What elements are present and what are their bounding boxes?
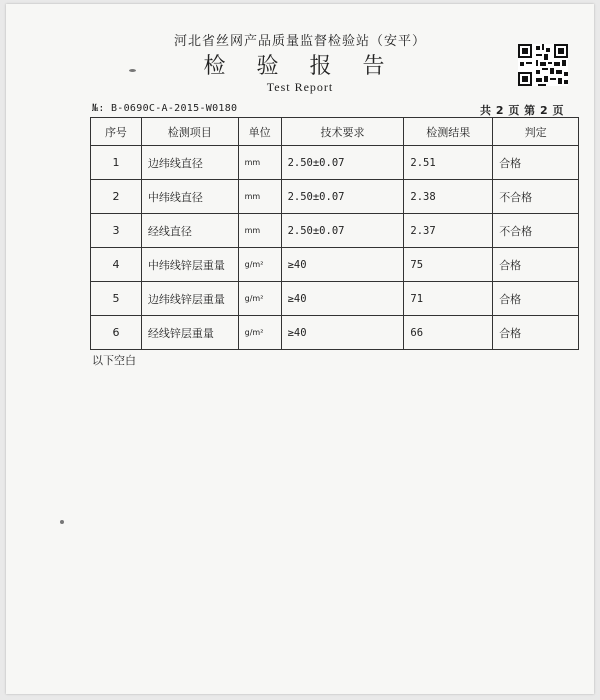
- cell-unit: mm: [238, 180, 281, 214]
- results-table: [90, 117, 579, 350]
- table-row: [91, 248, 579, 282]
- cell-no: 5: [91, 282, 142, 316]
- report-number: №: B-0690C-A-2015-W0180: [92, 103, 238, 114]
- cell-item: 经线锌层重量: [141, 316, 238, 350]
- blank-below-note: 以下空白: [92, 354, 136, 367]
- cell-no: 6: [91, 316, 142, 350]
- cell-requirement: ≥40: [281, 248, 404, 282]
- scan-speck: [60, 520, 64, 524]
- header-verdict: 判定: [493, 118, 579, 146]
- cell-requirement: ≥40: [281, 282, 404, 316]
- report-subtitle: Test Report: [266, 80, 334, 94]
- cell-item: 中纬线直径: [141, 180, 238, 214]
- cell-result: 75: [404, 248, 493, 282]
- organization-name: 河北省丝网产品质量监督检验站（安平）: [173, 34, 426, 49]
- cell-result: 2.37: [404, 214, 493, 248]
- cell-result: 66: [404, 316, 493, 350]
- cell-verdict: 不合格: [493, 214, 579, 248]
- table-row: [91, 282, 579, 316]
- header-result: 检测结果: [404, 118, 493, 146]
- page-count: 共 2 页 第 2 页: [480, 104, 564, 117]
- header-requirement: 技术要求: [281, 118, 404, 146]
- cell-unit: g/m²: [238, 282, 281, 316]
- cell-no: 4: [91, 248, 142, 282]
- report-title: 检 验 报 告: [203, 54, 397, 79]
- header-item: 检测项目: [141, 118, 238, 146]
- cell-no: 1: [91, 146, 142, 180]
- header-unit: 单位: [238, 118, 281, 146]
- scan-speck: [129, 69, 136, 72]
- cell-verdict: 合格: [493, 146, 579, 180]
- table-row: [91, 146, 579, 180]
- cell-verdict: 合格: [493, 316, 579, 350]
- cell-no: 2: [91, 180, 142, 214]
- cell-item: 边纬线锌层重量: [141, 282, 238, 316]
- cell-unit: mm: [238, 214, 281, 248]
- header-no: 序号: [91, 118, 142, 146]
- cell-requirement: 2.50±0.07: [281, 214, 404, 248]
- table-row: [91, 180, 579, 214]
- cell-item: 边纬线直径: [141, 146, 238, 180]
- cell-result: 2.51: [404, 146, 493, 180]
- cell-requirement: 2.50±0.07: [281, 180, 404, 214]
- qr-code-icon: [518, 44, 568, 86]
- cell-verdict: 不合格: [493, 180, 579, 214]
- table-row: [91, 316, 579, 350]
- cell-item: 中纬线锌层重量: [141, 248, 238, 282]
- cell-verdict: 合格: [493, 282, 579, 316]
- table-row: [91, 214, 579, 248]
- cell-requirement: ≥40: [281, 316, 404, 350]
- cell-result: 71: [404, 282, 493, 316]
- cell-unit: mm: [238, 146, 281, 180]
- cell-no: 3: [91, 214, 142, 248]
- cell-item: 经线直径: [141, 214, 238, 248]
- table-header-row: [91, 118, 579, 146]
- cell-requirement: 2.50±0.07: [281, 146, 404, 180]
- cell-result: 2.38: [404, 180, 493, 214]
- cell-unit: g/m²: [238, 316, 281, 350]
- cell-verdict: 合格: [493, 248, 579, 282]
- cell-unit: g/m²: [238, 248, 281, 282]
